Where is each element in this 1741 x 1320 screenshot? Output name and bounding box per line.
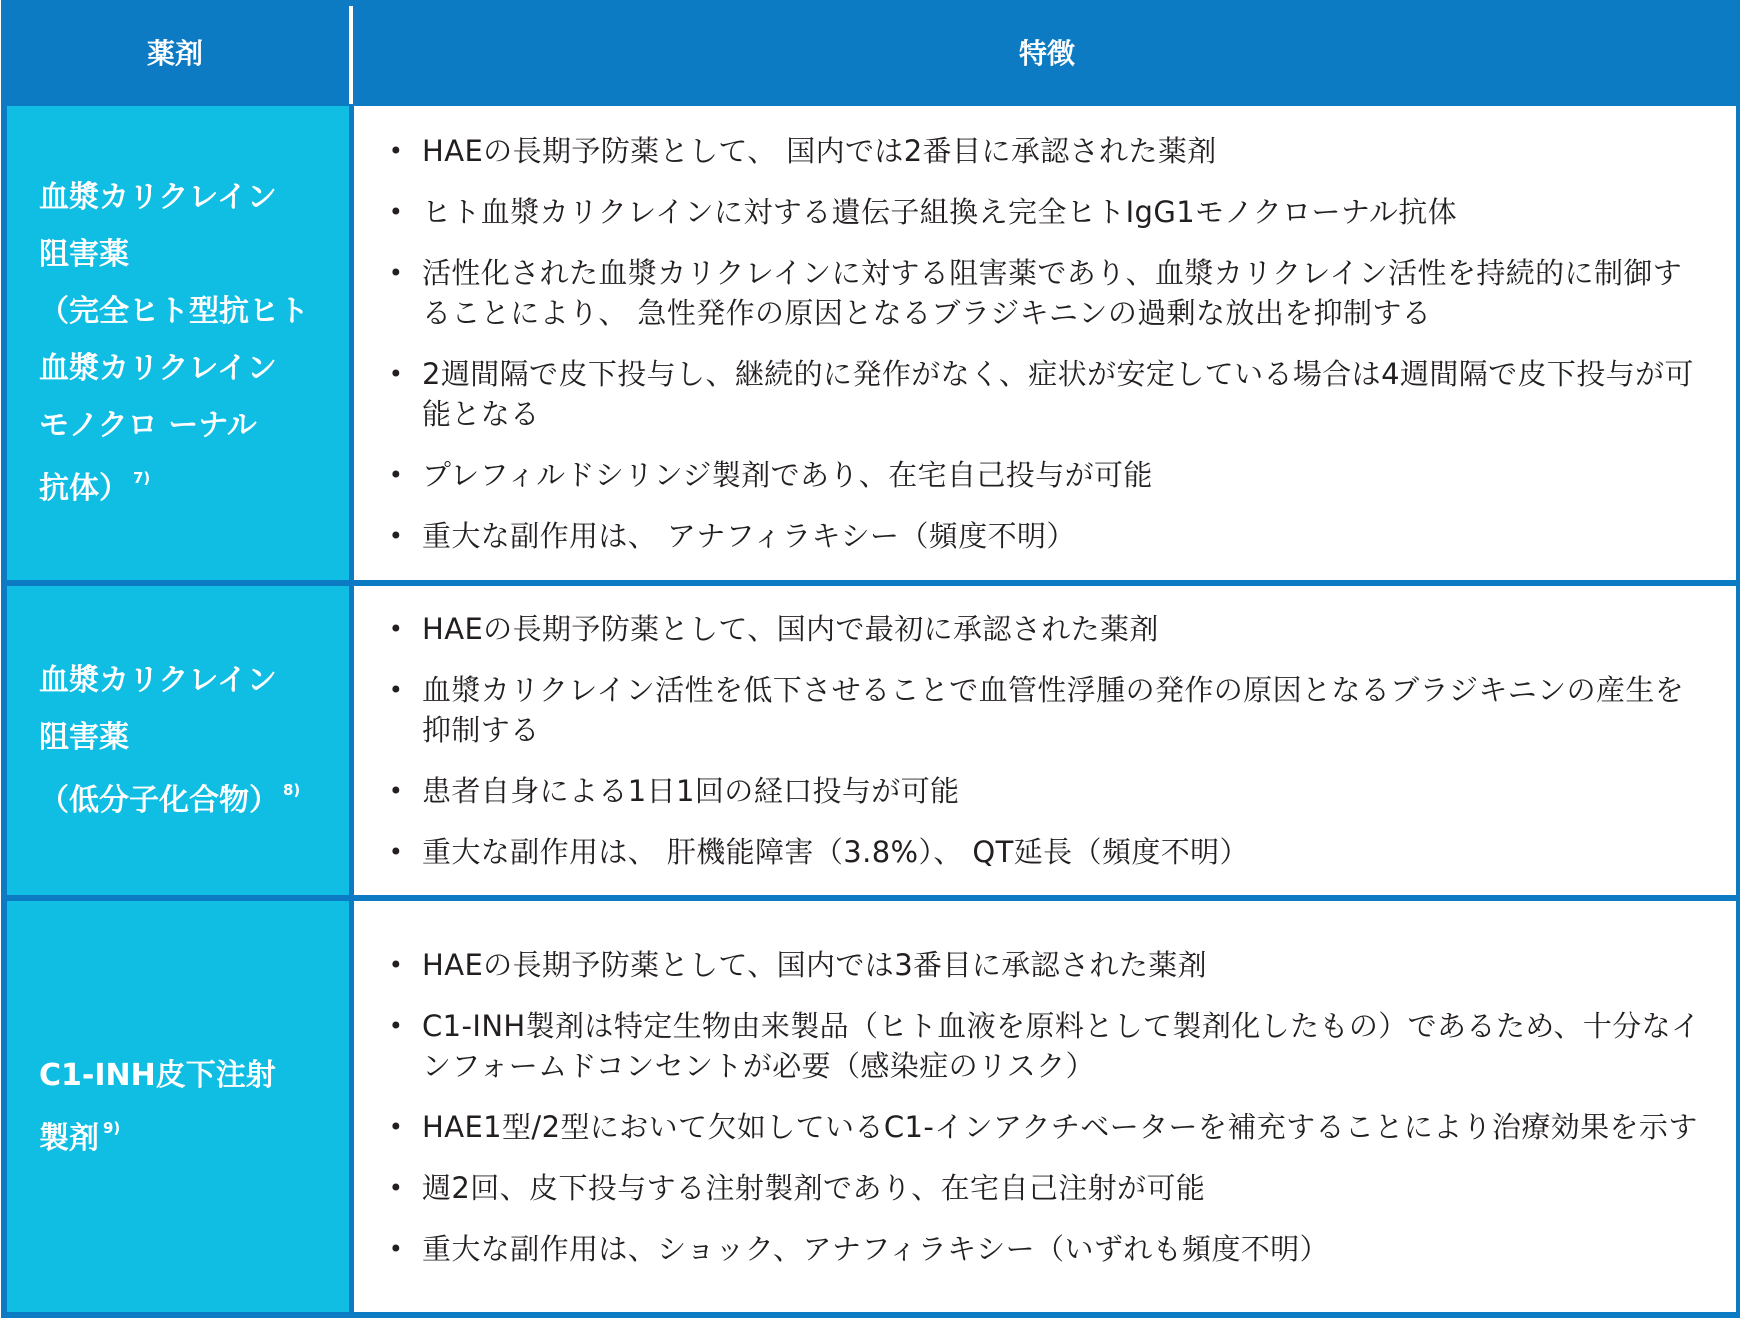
bullet-icon: •	[388, 676, 404, 704]
drug-cell-kallikrein-small-molecule	[7, 586, 349, 895]
feature-item	[386, 945, 1708, 985]
drug-name-line: 血漿カリクレイン	[39, 351, 277, 386]
feature-item	[386, 516, 1708, 556]
feature-list	[386, 945, 1708, 1269]
reference-marker: 8)	[283, 781, 301, 799]
feature-text: 患者自身による1日1回の経口投与が可能	[422, 774, 960, 808]
features-cell-kallikrein-antibody	[354, 106, 1736, 580]
feature-item	[386, 455, 1708, 495]
features-cell-kallikrein-small-molecule	[354, 586, 1736, 895]
drug-name-line	[39, 766, 349, 829]
feature-text: 重大な副作用は、 肝機能障害（3.8%）、 QT延長（頻度不明）	[422, 835, 1249, 869]
bullet-icon: •	[388, 777, 404, 805]
feature-item	[386, 253, 1708, 333]
features-cell-c1-inh	[354, 901, 1736, 1312]
feature-text: C1-INH製剤は特定生物由来製品（ヒト血液を原料として製剤化したもの）であるため、十分なインフォームドコンセントが必要（感染症のリスク）	[422, 1008, 1701, 1083]
bullet-icon: •	[388, 136, 404, 165]
bullet-icon: •	[388, 950, 404, 979]
bullet-icon: •	[388, 197, 404, 226]
drug-name-line: モノクロ ーナル	[39, 408, 257, 443]
feature-text: HAEの長期予防薬として、国内で最初に承認された薬剤	[422, 612, 1159, 646]
feature-item	[386, 192, 1708, 232]
feature-item	[386, 1006, 1708, 1086]
feature-text: 重大な副作用は、 アナフィラキシー（頻度不明）	[422, 518, 1076, 553]
header-divider	[349, 6, 353, 104]
drug-name-line: 阻害薬	[39, 237, 129, 272]
feature-text: ヒト血漿カリクレインに対する遺伝子組換え完全ヒトIgG1モノクローナル抗体	[422, 194, 1458, 229]
drug-name-line: （完全ヒト型抗ヒト	[39, 294, 309, 329]
feature-item	[386, 1168, 1708, 1208]
feature-item	[386, 832, 1708, 872]
bullet-icon: •	[388, 460, 404, 489]
drug-name-text: （低分子化合物）	[39, 783, 279, 818]
drug-name-line: C1-INH皮下注射	[39, 1057, 276, 1093]
bullet-icon: •	[388, 258, 404, 287]
feature-item	[386, 1229, 1708, 1269]
bullet-icon: •	[388, 521, 404, 550]
feature-text: 週2回、皮下投与する注射製剤であり、在宅自己注射が可能	[422, 1170, 1206, 1205]
drug-name-line	[39, 454, 349, 517]
feature-text: HAEの長期予防薬として、国内では3番目に承認された薬剤	[422, 947, 1208, 982]
feature-item	[386, 131, 1708, 171]
feature-item	[386, 609, 1708, 649]
feature-text: HAEの長期予防薬として、 国内では2番目に承認された薬剤	[422, 133, 1217, 168]
feature-text: 血漿カリクレイン活性を低下させることで血管性浮腫の発作の原因となるブラジキニンの産生を抑制する	[422, 673, 1685, 747]
feature-text: 重大な副作用は、ショック、アナフィラキシー（いずれも頻度不明）	[422, 1231, 1330, 1266]
drug-name-line	[39, 1104, 349, 1167]
feature-item	[386, 670, 1708, 750]
drug-cell-kallikrein-antibody	[7, 106, 349, 580]
column-header-features: 特徴	[1018, 37, 1075, 70]
bullet-icon: •	[388, 615, 404, 643]
feature-item	[386, 771, 1708, 811]
column-header-drug: 薬剤	[146, 37, 203, 70]
feature-text: 活性化された血漿カリクレインに対する阻害薬であり、血漿カリクレイン活性を持続的に制御することにより、 急性発作の原因となるブラジキニンの過剰な放出を抑制する	[422, 255, 1683, 330]
feature-text: プレフィルドシリンジ製剤であり、在宅自己投与が可能	[422, 457, 1153, 492]
reference-marker: 9)	[103, 1118, 121, 1137]
bullet-icon: •	[388, 1011, 404, 1040]
drug-name-line: 阻害薬	[39, 720, 129, 755]
bullet-icon: •	[388, 1173, 404, 1202]
bullet-icon: •	[388, 1234, 404, 1263]
bullet-icon: •	[388, 838, 404, 866]
drug-comparison-table	[1, 0, 1740, 1318]
drug-name-text: 製剤	[39, 1120, 99, 1156]
feature-text: HAE1型/2型において欠如しているC1-インアクチベーターを補充することにより治療効果を示す	[422, 1109, 1698, 1144]
drug-name-text: 抗体）	[39, 471, 129, 506]
drug-name-line: 血漿カリクレイン	[39, 180, 277, 215]
feature-list	[386, 131, 1708, 556]
feature-item	[386, 354, 1708, 434]
feature-item	[386, 1107, 1708, 1147]
drug-cell-c1-inh	[7, 901, 349, 1312]
drug-name-line: 血漿カリクレイン	[39, 663, 277, 698]
bullet-icon: •	[388, 359, 404, 388]
feature-list	[386, 609, 1708, 872]
reference-marker: 7)	[133, 469, 151, 487]
feature-text: 2週間隔で皮下投与し、継続的に発作がなく、症状が安定している場合は4週間隔で皮下投与が可能となる	[422, 356, 1694, 431]
bullet-icon: •	[388, 1112, 404, 1141]
